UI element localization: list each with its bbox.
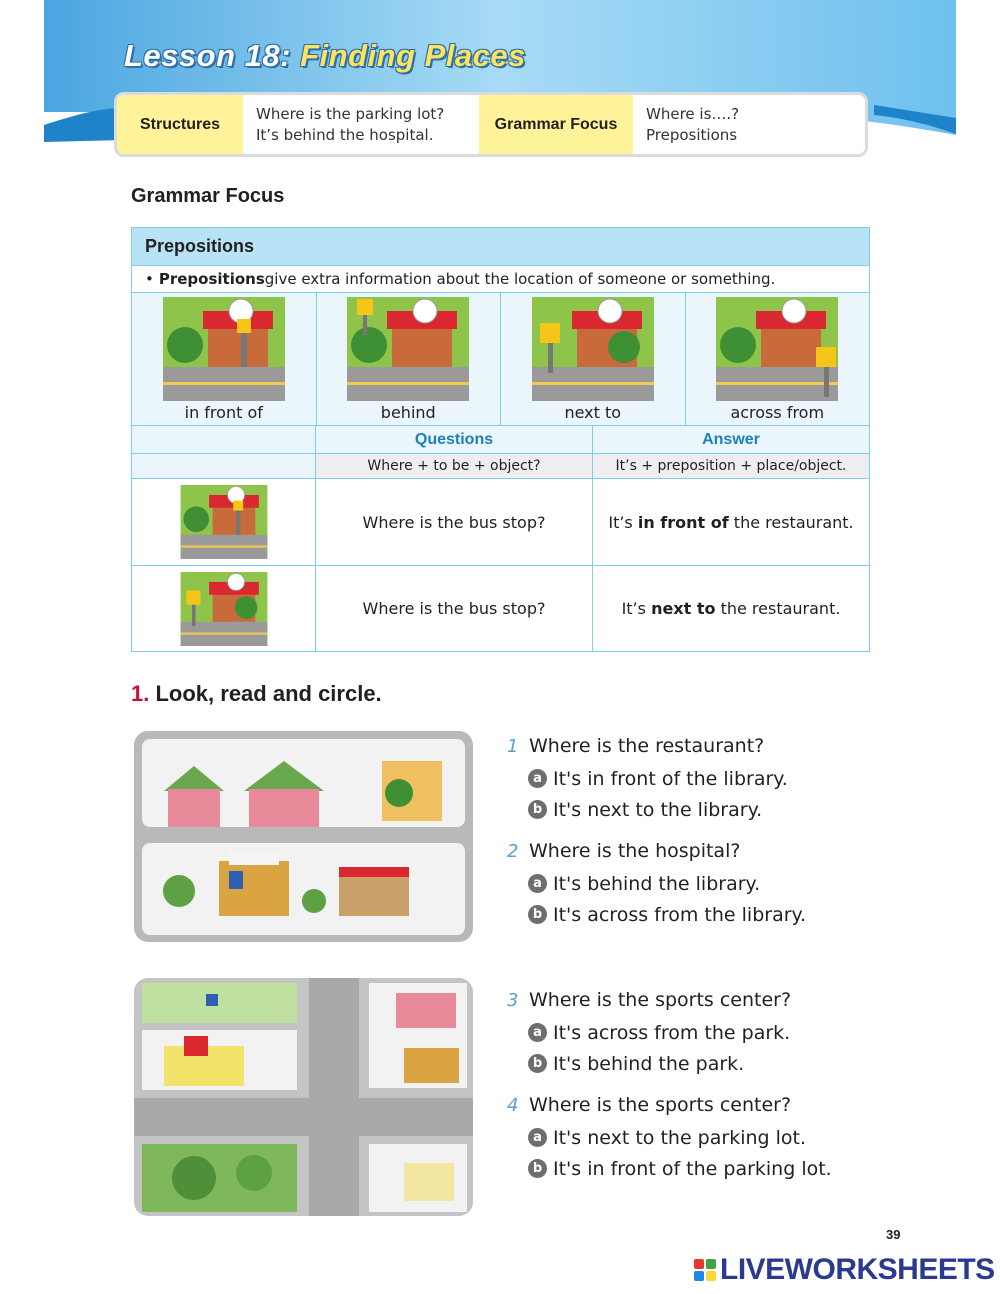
- question-number: 1: [507, 735, 519, 757]
- town-map-1: [134, 731, 473, 942]
- question-2: [507, 834, 806, 868]
- caption-next-to: next to: [564, 403, 622, 422]
- question-pattern: Where + to be + object?: [316, 454, 593, 478]
- table-title: Prepositions: [132, 228, 869, 266]
- option-text[interactable]: It's next to the library.: [553, 798, 763, 821]
- option-text[interactable]: It's in front of the library.: [553, 767, 788, 790]
- restaurant-scene-icon: [180, 485, 268, 559]
- question-number: 3: [507, 989, 519, 1011]
- option-b-badge[interactable]: b: [528, 1159, 547, 1178]
- option-1b[interactable]: [507, 794, 806, 825]
- option-2a[interactable]: [507, 868, 806, 899]
- option-a-badge[interactable]: a: [528, 1023, 547, 1042]
- grammar-focus-label: Grammar Focus: [479, 95, 633, 154]
- option-b-badge[interactable]: b: [528, 905, 547, 924]
- example-row: [132, 479, 869, 566]
- option-b-badge[interactable]: b: [528, 1054, 547, 1073]
- prepositions-description: [132, 266, 869, 293]
- restaurant-scene-icon: [180, 572, 268, 646]
- picture-across-from: [686, 293, 870, 425]
- question-group-1: [507, 729, 806, 930]
- restaurant-scene-icon: [163, 297, 285, 401]
- option-3b[interactable]: [507, 1048, 832, 1079]
- answer-post: the restaurant.: [715, 599, 841, 618]
- structures-box: [114, 92, 868, 157]
- town-map-illustration: [134, 978, 473, 1216]
- bullet: •: [145, 270, 154, 288]
- option-a-badge[interactable]: a: [528, 874, 547, 893]
- grammar-line-2: Prepositions: [646, 125, 738, 144]
- qa-header-row: [132, 426, 869, 454]
- structures-label: Structures: [117, 95, 243, 154]
- brand-text: LIVEWORKSHEETS: [720, 1253, 995, 1286]
- option-text[interactable]: It's in front of the parking lot.: [553, 1157, 832, 1180]
- exercise-instruction: Look, read and circle.: [155, 681, 382, 706]
- option-text[interactable]: It's across from the park.: [553, 1021, 791, 1044]
- question-text: Where is the hospital?: [529, 840, 741, 862]
- desc-bold: Prepositions: [158, 270, 265, 288]
- qa-pattern-row: [132, 454, 869, 479]
- example-answer: [593, 479, 869, 565]
- answer-pre: It’s: [621, 599, 652, 618]
- restaurant-scene-icon: [347, 297, 469, 401]
- answer-header: Answer: [702, 430, 760, 448]
- answer-post: the restaurant.: [728, 512, 854, 532]
- option-3a[interactable]: [507, 1017, 832, 1048]
- liveworksheets-logo: [694, 1253, 995, 1287]
- option-1a[interactable]: [507, 763, 806, 794]
- questions-header: Questions: [316, 426, 593, 453]
- option-text[interactable]: It's behind the library.: [553, 872, 761, 895]
- option-text[interactable]: It's across from the library.: [553, 903, 807, 926]
- option-a-badge[interactable]: a: [528, 1128, 547, 1147]
- example-picture: [132, 566, 316, 651]
- option-4a[interactable]: [507, 1122, 832, 1153]
- caption-in-front-of: in front of: [184, 403, 263, 422]
- logo-blocks-icon: [694, 1259, 716, 1281]
- option-text[interactable]: It's behind the park.: [553, 1052, 745, 1075]
- answer-pattern: It’s + preposition + place/object.: [593, 454, 869, 478]
- blank-cell: [132, 454, 316, 478]
- question-number: 2: [507, 840, 519, 862]
- grammar-line-1: Where is….?: [646, 104, 740, 123]
- example-answer: [593, 566, 869, 651]
- answer-preposition: next to: [651, 599, 716, 618]
- question-group-2: [507, 983, 832, 1184]
- answer-pre: It’s: [608, 512, 638, 532]
- page-number: 39: [886, 1227, 901, 1242]
- question-3: [507, 983, 832, 1017]
- answer-preposition: in front of: [637, 512, 729, 532]
- example-picture: [132, 479, 316, 565]
- picture-next-to: [501, 293, 686, 425]
- lesson-number: Lesson 18:: [124, 38, 291, 73]
- question-text: Where is the sports center?: [529, 1094, 792, 1116]
- picture-behind: [317, 293, 502, 425]
- question-number: 4: [507, 1094, 519, 1116]
- grammar-focus-value: [633, 95, 865, 154]
- option-2b[interactable]: [507, 899, 806, 930]
- structures-value: [243, 95, 479, 154]
- prepositions-table: [131, 227, 870, 652]
- restaurant-scene-icon: [532, 297, 654, 401]
- option-b-badge[interactable]: b: [528, 800, 547, 819]
- example-row: [132, 566, 869, 651]
- exercise-title: [131, 681, 382, 707]
- option-text[interactable]: It's next to the parking lot.: [553, 1126, 807, 1149]
- example-question: Where is the bus stop?: [316, 566, 593, 651]
- option-4b[interactable]: [507, 1153, 832, 1184]
- structures-line-1: Where is the parking lot?: [256, 104, 445, 123]
- lesson-topic: Finding Places: [300, 38, 526, 73]
- question-4: [507, 1088, 832, 1122]
- blank-cell: [132, 426, 316, 453]
- caption-behind: behind: [380, 403, 436, 422]
- question-text: Where is the restaurant?: [529, 735, 765, 757]
- option-a-badge[interactable]: a: [528, 769, 547, 788]
- preposition-pictures: [132, 293, 869, 426]
- caption-across-from: across from: [730, 403, 825, 422]
- town-map-2: [134, 978, 473, 1216]
- structures-line-2: It’s behind the hospital.: [256, 125, 434, 144]
- grammar-focus-heading: Grammar Focus: [131, 185, 285, 207]
- question-1: [507, 729, 806, 763]
- exercise-number: 1.: [131, 681, 150, 706]
- picture-in-front-of: [132, 293, 317, 425]
- town-map-illustration: [134, 731, 473, 942]
- question-text: Where is the sports center?: [529, 989, 792, 1011]
- lesson-title: [124, 38, 526, 74]
- example-question: Where is the bus stop?: [316, 479, 593, 565]
- desc-rest: give extra information about the location of someone or something.: [264, 270, 776, 288]
- restaurant-scene-icon: [716, 297, 838, 401]
